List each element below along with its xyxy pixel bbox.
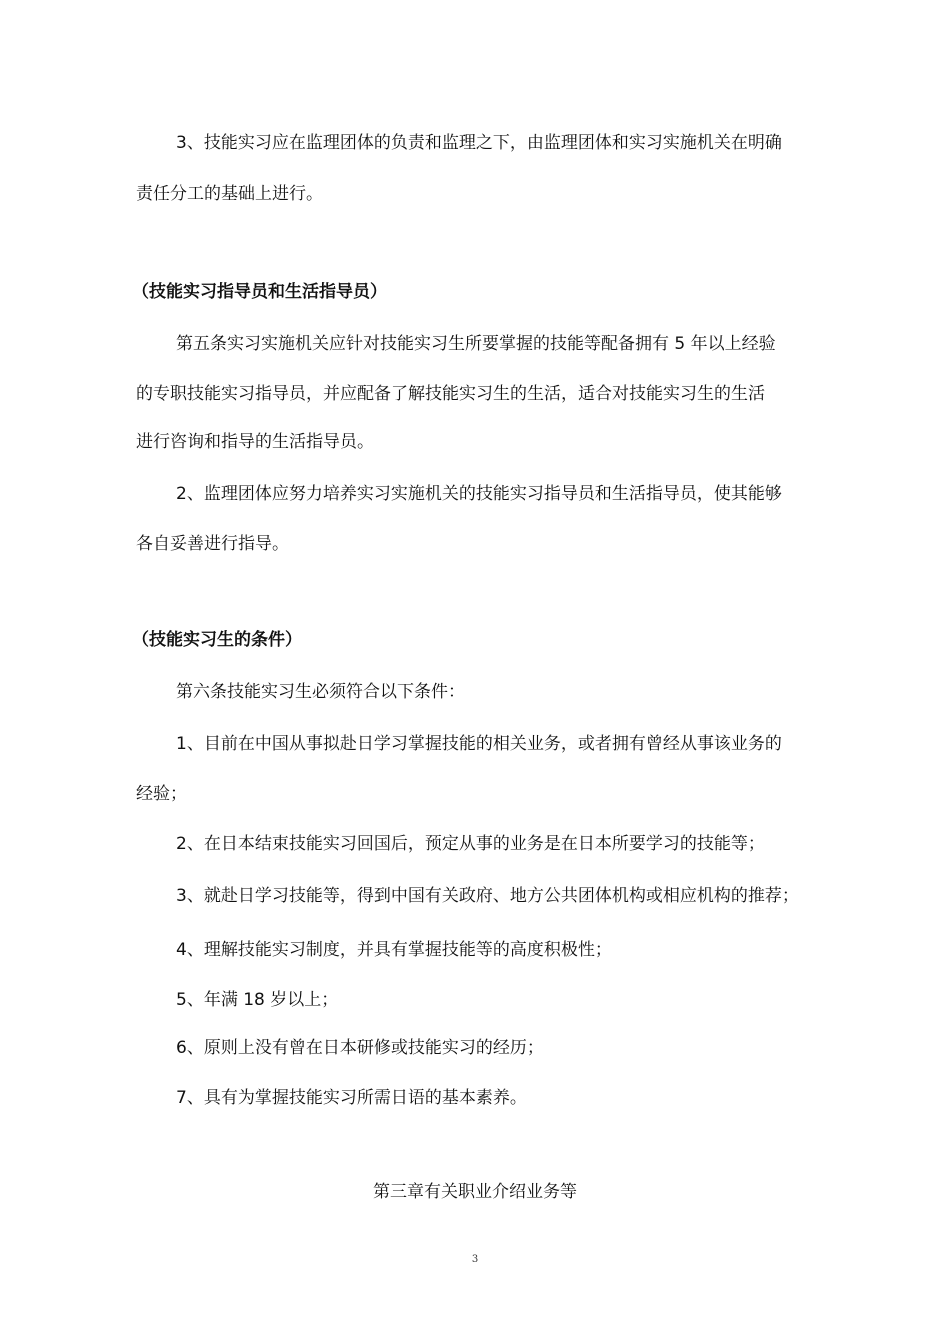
- condition-4: 4、理解技能实习制度，并具有掌握技能等的高度积极性；: [176, 940, 612, 960]
- article-6: 第六条技能实习生必须符合以下条件：: [176, 682, 465, 702]
- section-heading-conditions: （技能实习生的条件）: [132, 630, 302, 650]
- article-5-line-2: 的专职技能实习指导员，并应配备了解技能实习生的生活，适合对技能实习生的生活: [136, 384, 765, 404]
- condition-6: 6、原则上没有曾在日本研修或技能实习的经历；: [176, 1038, 544, 1058]
- condition-1-line-1: 1、目前在中国从事拟赴日学习掌握技能的相关业务，或者拥有曾经从事该业务的: [176, 734, 782, 754]
- condition-3: 3、就赴日学习技能等，得到中国有关政府、地方公共团体机构或相应机构的推荐；: [176, 886, 799, 906]
- condition-7: 7、具有为掌握技能实习所需日语的基本素养。: [176, 1088, 527, 1108]
- article-5-line-1: 第五条实习实施机关应针对技能实习生所要掌握的技能等配备拥有 5 年以上经验: [176, 334, 776, 354]
- condition-5: 5、年满 18 岁以上；: [176, 990, 339, 1010]
- paragraph-3-line-1: 3、技能实习应在监理团体的负责和监理之下，由监理团体和实习实施机关在明确: [176, 133, 782, 153]
- chapter-title: 第三章有关职业介绍业务等: [373, 1182, 577, 1202]
- article-5-paragraph-2-line-2: 各自妥善进行指导。: [136, 534, 289, 554]
- page-number: 3: [471, 1254, 479, 1265]
- condition-2: 2、在日本结束技能实习回国后，预定从事的业务是在日本所要学习的技能等；: [176, 834, 765, 854]
- article-5-line-3: 进行咨询和指导的生活指导员。: [136, 432, 374, 452]
- paragraph-3-line-2: 责任分工的基础上进行。: [136, 184, 323, 204]
- condition-1-line-2: 经验；: [136, 784, 187, 804]
- section-heading-instructors: （技能实习指导员和生活指导员）: [132, 282, 387, 302]
- article-5-paragraph-2-line-1: 2、监理团体应努力培养实习实施机关的技能实习指导员和生活指导员，使其能够: [176, 484, 782, 504]
